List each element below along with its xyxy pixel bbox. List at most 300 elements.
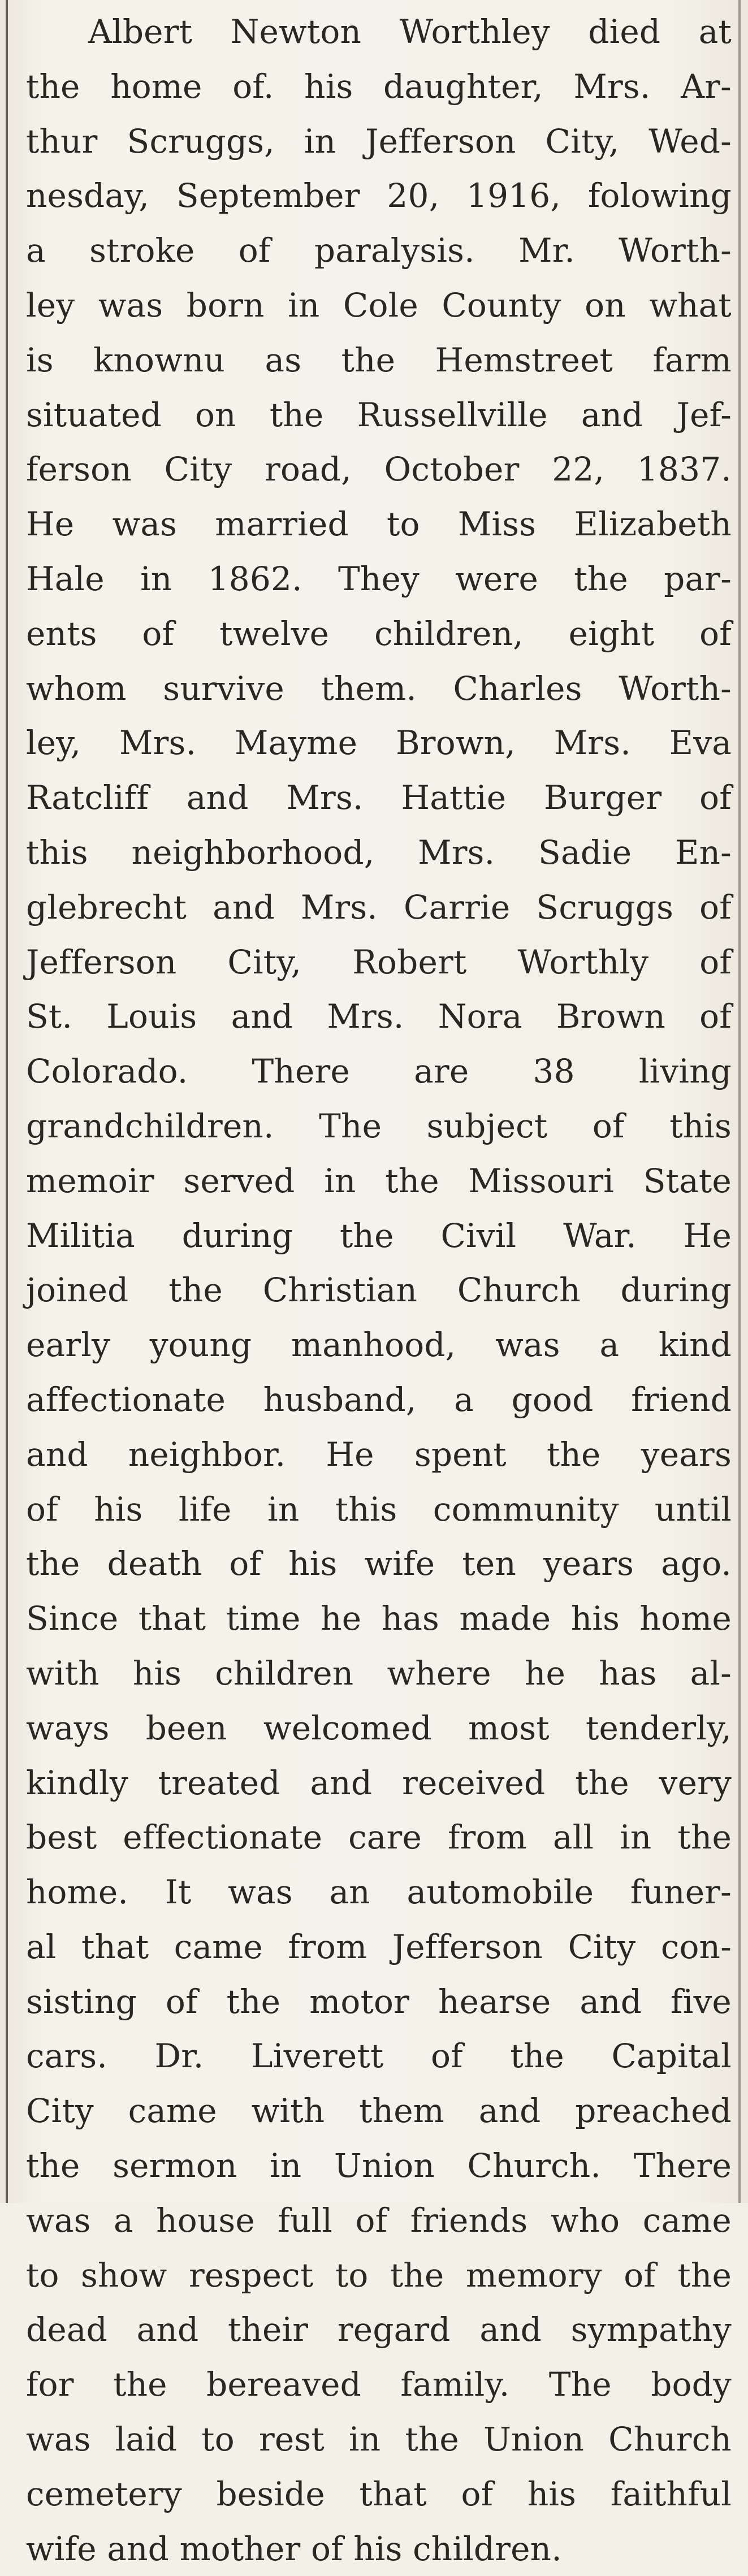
article-word: with <box>26 1653 100 1692</box>
article-line <box>26 5 732 59</box>
article-word: He <box>326 1435 374 1474</box>
article-word: good <box>511 1380 594 1419</box>
article-word: on <box>585 285 626 324</box>
article-word: paralysis. <box>314 231 475 270</box>
article-word: house <box>156 2201 255 2240</box>
article-word: was <box>495 1326 560 1365</box>
article-word: and <box>186 778 249 817</box>
article-word: Jefferson <box>392 1927 543 1966</box>
article-line <box>26 2357 732 2412</box>
article-word: Mrs. <box>327 997 404 1036</box>
article-word: to <box>201 2420 235 2459</box>
article-word: spent <box>414 1435 507 1474</box>
article-word: Ar- <box>681 67 732 106</box>
article-word: cemetery <box>26 2474 182 2513</box>
article-word: a <box>454 1380 474 1419</box>
article-word: Mrs. <box>300 887 378 927</box>
article-word: 22, <box>552 450 605 489</box>
article-word: sympathy <box>570 2310 732 2349</box>
article-word: and <box>310 1763 373 1802</box>
obituary-article <box>26 5 732 2576</box>
article-word: and <box>213 887 275 927</box>
article-word: the <box>677 1818 732 1857</box>
article-word: Jefferson <box>365 122 516 161</box>
article-line <box>26 661 732 716</box>
article-word: Brown, <box>395 724 516 763</box>
article-word: Eva <box>669 724 732 763</box>
article-word: Civil <box>440 1216 517 1255</box>
article-word: ley, <box>26 724 81 763</box>
article-line <box>26 2467 732 2522</box>
article-word: that <box>138 1599 206 1638</box>
article-line <box>26 1044 732 1099</box>
article-word: survive <box>163 669 284 708</box>
article-word: Worthly <box>517 942 649 981</box>
article-word: Mrs. <box>418 833 495 872</box>
article-word: death <box>107 1544 202 1583</box>
article-word: kind <box>658 1326 732 1365</box>
column-rule-right <box>738 0 741 2203</box>
article-line <box>26 278 732 333</box>
article-word: ferson <box>26 450 132 489</box>
article-word: City <box>568 1927 636 1966</box>
article-word: of <box>355 2201 388 2240</box>
article-word: Worth- <box>619 669 732 708</box>
article-word: Church <box>457 1271 581 1310</box>
article-word: the <box>269 395 324 434</box>
article-word: and <box>231 997 293 1036</box>
article-word: was <box>228 1873 293 1912</box>
article-word: of <box>310 2529 343 2568</box>
article-word: what <box>649 285 732 324</box>
article-word: came <box>642 2201 732 2240</box>
article-word: City, <box>227 942 302 981</box>
article-word: road, <box>265 450 352 489</box>
article-word: the <box>574 559 628 598</box>
article-line <box>26 1646 732 1701</box>
article-word: hearse <box>438 1982 551 2021</box>
article-word: children. <box>413 2529 562 2568</box>
article-word: in <box>304 122 336 161</box>
article-word: Church. <box>467 2146 602 2185</box>
article-word: of <box>430 2037 463 2076</box>
article-word: They <box>338 559 420 598</box>
article-line <box>26 1591 732 1646</box>
article-word: was <box>26 2420 91 2459</box>
article-word: the <box>26 67 80 106</box>
article-word: his <box>570 1599 620 1638</box>
article-word: welcomed <box>263 1708 432 1747</box>
article-word: neighbor. <box>128 1435 286 1474</box>
article-word: En- <box>675 833 732 872</box>
article-word: the <box>390 2255 444 2294</box>
article-word: Miss <box>457 505 537 544</box>
article-word: Jefferson <box>26 942 177 981</box>
article-word: Wed- <box>648 122 732 161</box>
article-word: his <box>94 1490 143 1529</box>
article-word: been <box>145 1708 227 1747</box>
article-word: he <box>321 1599 362 1638</box>
article-word: of <box>699 614 732 653</box>
article-word: the <box>575 1763 629 1802</box>
article-word: The <box>548 2365 612 2404</box>
article-word: Jef- <box>676 395 732 434</box>
article-word: his <box>132 1653 182 1692</box>
article-word: and <box>580 1982 642 2021</box>
article-line <box>26 1373 732 1427</box>
article-word: stroke <box>89 231 195 270</box>
article-word: all <box>552 1818 594 1857</box>
article-word: al <box>26 1927 57 1966</box>
article-word: died <box>588 12 661 51</box>
article-word: affectionate <box>26 1380 226 1419</box>
article-word: knownu <box>93 340 226 379</box>
article-word: was <box>26 2201 91 2240</box>
article-word: the <box>26 1544 80 1583</box>
article-word: the <box>226 1982 281 2021</box>
article-word: the <box>385 1161 439 1200</box>
article-word: to <box>26 2255 59 2294</box>
article-word: until <box>654 1490 732 1529</box>
article-word: laid <box>115 2420 178 2459</box>
article-word: kindly <box>26 1763 128 1802</box>
article-word: from <box>447 1818 527 1857</box>
article-word: this <box>669 1106 732 1145</box>
article-word: respect <box>188 2255 314 2294</box>
article-word: a <box>26 231 46 270</box>
article-word: It <box>165 1873 192 1912</box>
article-word: farm <box>652 340 732 379</box>
article-word: 1837. <box>637 450 732 489</box>
article-word: came <box>128 2092 217 2131</box>
article-word: of <box>26 1490 58 1529</box>
article-word: a <box>599 1326 620 1365</box>
article-word: cars. <box>26 2037 107 2076</box>
article-word: born <box>186 285 265 324</box>
article-line <box>26 552 732 607</box>
article-word: his <box>304 67 353 106</box>
article-word: of <box>165 1982 198 2021</box>
article-word: life <box>178 1490 232 1529</box>
article-word: children, <box>374 614 524 653</box>
article-word: in <box>288 285 320 324</box>
article-word: with <box>251 2092 325 2131</box>
article-word: Scruggs <box>536 887 674 927</box>
article-word: best <box>26 1818 97 1857</box>
article-word: glebrecht <box>26 887 187 927</box>
article-word: from <box>288 1927 367 1966</box>
article-word: he <box>524 1653 566 1692</box>
article-word: family. <box>400 2365 510 2404</box>
article-word: There <box>252 1052 350 1091</box>
article-word: whom <box>26 669 127 708</box>
article-line <box>26 168 732 223</box>
article-word: Nora <box>438 997 522 1036</box>
article-word: a <box>114 2201 133 2240</box>
article-word: 1916, <box>466 176 561 215</box>
article-line <box>26 1427 732 1482</box>
article-word: Mrs. <box>554 724 631 763</box>
article-word: care <box>348 1818 422 1857</box>
article-word: 1862. <box>207 559 302 598</box>
article-word: of <box>624 2255 656 2294</box>
article-word: living <box>638 1052 732 1091</box>
article-word: this <box>26 833 88 872</box>
article-word: con- <box>660 1927 732 1966</box>
article-word: their <box>227 2310 309 2349</box>
article-word: He <box>683 1216 732 1255</box>
article-word: 38 <box>533 1052 575 1091</box>
article-word: friends <box>410 2201 528 2240</box>
article-word: during <box>620 1271 732 1310</box>
article-word: par- <box>664 559 732 598</box>
article-word: as <box>265 340 302 379</box>
article-word: effectionate <box>123 1818 323 1857</box>
article-word: to <box>335 2255 369 2294</box>
article-word: Burger <box>544 778 662 817</box>
article-word: Cole <box>343 285 418 324</box>
article-line <box>26 880 732 935</box>
article-word: in <box>267 1490 300 1529</box>
article-word: of <box>461 2474 494 2513</box>
article-word: the <box>677 2255 732 2294</box>
article-word: an <box>329 1873 370 1912</box>
article-word: young <box>149 1326 252 1365</box>
article-word: show <box>81 2255 167 2294</box>
article-line <box>26 497 732 552</box>
article-word: automobile <box>407 1873 594 1912</box>
article-word: body <box>651 2365 732 2404</box>
article-word: Dr. <box>154 2037 204 2076</box>
article-word: regard <box>337 2310 451 2349</box>
article-word: 20, <box>387 176 440 215</box>
article-word: time <box>226 1599 301 1638</box>
article-line <box>26 2084 732 2138</box>
article-line <box>26 1099 732 1154</box>
article-word: his <box>353 2529 403 2568</box>
article-line <box>26 1318 732 1373</box>
article-word: the <box>341 340 396 379</box>
article-line <box>26 2193 732 2248</box>
article-word: full <box>278 2201 333 2240</box>
article-word: in <box>348 2420 381 2459</box>
article-word: Robert <box>352 942 467 981</box>
article-word: is <box>26 340 54 379</box>
article-word: in <box>324 1161 356 1200</box>
article-word: them <box>359 2092 444 2131</box>
article-word: the <box>168 1271 223 1310</box>
article-word: wife <box>26 2529 97 2568</box>
article-word: the <box>405 2420 459 2459</box>
article-word: beside <box>216 2474 325 2513</box>
article-word: He <box>26 505 75 544</box>
article-word: very <box>659 1763 732 1802</box>
article-word: husband, <box>263 1380 417 1419</box>
article-word: preached <box>575 2092 732 2131</box>
article-word: years <box>641 1435 732 1474</box>
article-word: subject <box>426 1106 548 1145</box>
article-word: joined <box>26 1271 129 1310</box>
article-word: the <box>510 2037 564 2076</box>
article-word: are <box>414 1052 469 1091</box>
article-word: on <box>195 395 236 434</box>
article-word: Elizabeth <box>574 505 732 544</box>
article-word: bereaved <box>206 2365 361 2404</box>
article-line <box>26 2138 732 2193</box>
article-word: that <box>81 1927 149 1966</box>
article-word: of <box>699 778 732 817</box>
article-line <box>26 59 732 114</box>
article-word: Ratcliff <box>26 778 149 817</box>
article-word: Brown <box>556 997 665 1036</box>
article-word: sisting <box>26 1982 137 2021</box>
article-word: Albert <box>88 12 193 51</box>
article-word: City, <box>545 122 620 161</box>
article-word: Hale <box>26 559 105 598</box>
article-word: neighborhood, <box>131 833 375 872</box>
article-word: children <box>215 1653 354 1692</box>
article-line <box>26 770 732 825</box>
article-line <box>26 1865 732 1920</box>
article-word: Since <box>26 1599 119 1638</box>
article-line <box>26 935 732 990</box>
article-word: in <box>620 1818 652 1857</box>
article-word: has <box>381 1599 440 1638</box>
article-word: Colorado. <box>26 1052 188 1091</box>
article-word: folowing <box>587 176 732 215</box>
article-word: eight <box>568 614 655 653</box>
article-word: Union <box>334 2146 435 2185</box>
article-word: Worth- <box>619 231 732 270</box>
article-word: of <box>592 1106 625 1145</box>
article-word: Christian <box>262 1271 418 1310</box>
article-word: Worthley <box>399 12 550 51</box>
article-line <box>26 1920 732 1975</box>
article-line <box>26 2302 732 2357</box>
article-line <box>26 333 732 388</box>
article-line <box>26 1154 732 1209</box>
article-word: tenderly, <box>585 1708 732 1747</box>
article-word: Missouri <box>468 1161 615 1200</box>
article-word: in <box>270 2146 302 2185</box>
article-line <box>26 2248 732 2303</box>
article-word: this <box>335 1490 397 1529</box>
article-word: dead <box>26 2310 107 2349</box>
article-word: ents <box>26 614 97 653</box>
article-word: of <box>238 231 271 270</box>
article-word: mother <box>179 2529 301 2568</box>
article-word: was <box>98 285 163 324</box>
article-word: ago. <box>661 1544 732 1583</box>
article-word: community <box>433 1490 619 1529</box>
article-word: Russellville <box>357 395 548 434</box>
article-word: County <box>442 285 561 324</box>
article-word: City <box>164 450 232 489</box>
article-word: for <box>26 2365 74 2404</box>
article-word: Mrs. <box>119 724 197 763</box>
article-word: War. <box>563 1216 637 1255</box>
article-word: home <box>639 1599 732 1638</box>
article-line <box>26 989 732 1044</box>
article-word: City <box>26 2092 94 2131</box>
article-word: the <box>546 1435 601 1474</box>
article-word: Mrs. <box>573 67 651 106</box>
article-line <box>26 1810 732 1865</box>
article-word: wife <box>364 1544 435 1583</box>
article-word: Hemstreet <box>435 340 613 379</box>
article-word: of <box>142 614 175 653</box>
article-word: the <box>113 2365 167 2404</box>
article-word: of <box>699 887 732 927</box>
article-line <box>26 1209 732 1263</box>
article-word: Militia <box>26 1216 135 1255</box>
article-word: Union <box>483 2420 585 2459</box>
article-word: nesday, <box>26 176 150 215</box>
article-word: of <box>699 942 732 981</box>
article-word: home <box>110 67 202 106</box>
article-word: home. <box>26 1873 129 1912</box>
article-word: Louis <box>106 997 197 1036</box>
article-word: at <box>698 12 732 51</box>
article-word: Charles <box>453 669 582 708</box>
article-word: and <box>581 395 643 434</box>
article-word: and <box>478 2092 541 2131</box>
article-word: The <box>319 1106 382 1145</box>
article-line <box>26 825 732 880</box>
article-word: most <box>468 1708 550 1747</box>
article-word: and <box>136 2310 199 2349</box>
article-word: years <box>543 1544 634 1583</box>
article-word: Hattie <box>401 778 507 817</box>
article-word: that <box>359 2474 427 2513</box>
article-line <box>26 1756 732 1811</box>
article-line <box>26 716 732 770</box>
article-word: the <box>26 2146 80 2185</box>
article-word: five <box>671 1982 732 2021</box>
article-word: were <box>455 559 539 598</box>
article-line <box>26 1536 732 1591</box>
article-word: grandchildren. <box>26 1106 274 1145</box>
article-word: Newton <box>230 12 362 51</box>
article-word: Scruggs, <box>127 122 275 161</box>
article-word: Capital <box>611 2037 732 2076</box>
article-word: came <box>174 1927 263 1966</box>
article-word: of <box>699 997 732 1036</box>
article-word: al- <box>690 1653 732 1692</box>
article-line <box>26 223 732 278</box>
article-word: early <box>26 1326 110 1365</box>
article-word: who <box>550 2201 620 2240</box>
article-line <box>26 2522 732 2576</box>
article-word: married <box>215 505 349 544</box>
article-word: of <box>229 1544 262 1583</box>
article-word: received <box>402 1763 546 1802</box>
article-word: October <box>384 450 520 489</box>
article-word: manhood, <box>291 1326 456 1365</box>
column-rule-left <box>6 0 8 2203</box>
article-word: September <box>176 176 360 215</box>
article-word: and <box>107 2529 170 2568</box>
article-line <box>26 114 732 169</box>
article-line <box>26 1482 732 1537</box>
article-line <box>26 2029 732 2084</box>
article-line <box>26 2412 732 2467</box>
article-word: has <box>599 1653 657 1692</box>
article-line <box>26 1701 732 1756</box>
article-word: of. <box>232 67 274 106</box>
article-word: St. <box>26 997 73 1036</box>
article-word: rest <box>258 2420 325 2459</box>
